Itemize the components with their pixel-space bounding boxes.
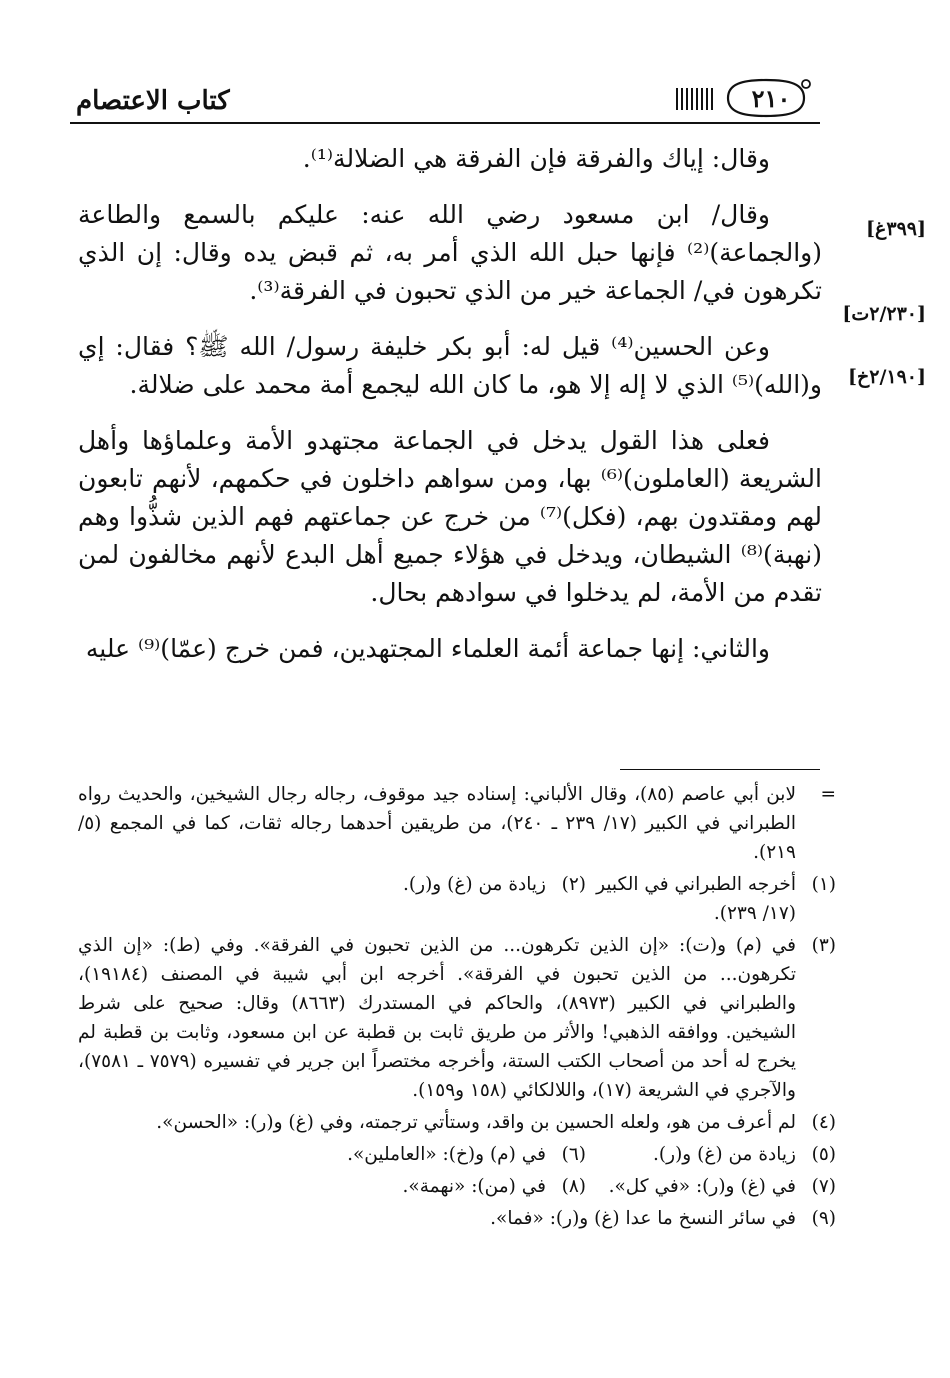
paragraph: وعن الحسين⁽⁴⁾ قيل له: أبو بكر خليفة رسول/ الله ﷺ؟ فقال: إي و(الله)⁽⁵⁾ الذي لا إله إلا هو، ما كان الله ليجمع أمة محمد على ضلالة. [78, 332, 822, 399]
header-ornament [676, 88, 716, 110]
footnote-mark: (٩) [811, 1208, 836, 1229]
footnote-text: في (م) و(ت): «إن الذين تكرهون... من الذين تحبون في الفرقة». وفي (ط): «إن الذي تكرهون... من الذين تحبون في الفرقة». أخرجه ابن أبي شيبة في المصنف (١٩١٨٤)، والطبراني في الكبير (٨٩٧٣)، والحاكم في المستدرك (٨٦٦٣) وقال: صحيح على شرط الشيخين. ووافقه الذهبي! والأثر من طريق ثابت بن قطبة عن ابن مسعود، وثابت بن قطبة لم يخرج له أحد من أصحاب الكتب الستة، وأخرجه مختصراً ابن جرير في تفسيره (٧٥٧٩ ـ ٧٥٨١)، والآجري في الشريعة (١٧)، واللالكائي (١٥٨ و١٥٩). [78, 935, 797, 1101]
footnote [586, 870, 836, 928]
footnote-mark: (٤) [811, 1112, 836, 1133]
footnote-mark: (٥) [811, 1144, 836, 1165]
footnote-mark: (٦) [561, 1144, 586, 1165]
footnote-text: أخرجه الطبراني في الكبير (١٧/ ٢٣٩). [596, 874, 796, 924]
footnote-text: في (غ) و(ر): «في كل». [608, 1176, 796, 1197]
footnote-mark: (١) [811, 874, 836, 895]
footnote [403, 870, 586, 928]
footnote [78, 1204, 836, 1233]
footnotes [78, 780, 836, 1236]
footnote-text: زيادة من (غ) و(ر). [403, 874, 546, 895]
footnote-continuation [78, 780, 836, 867]
footnote-row [78, 1172, 836, 1201]
paragraph: وقال: إياك والفرقة فإن الفرقة هي الضلالة⁽¹⁾. [302, 144, 770, 173]
footnote-text: في (م) و(خ): «العاملين». [347, 1144, 546, 1165]
footnote [586, 1172, 836, 1201]
footnote-row [78, 870, 836, 928]
page-number-badge [718, 76, 814, 120]
paragraph: والثاني: إنها جماعة أئمة العلماء المجتهدين، فمن خرج (عمّا)⁽⁹⁾ عليه [85, 634, 770, 663]
footnote-text: في سائر النسخ ما عدا (غ) و(ر): «فما». [490, 1208, 796, 1229]
footnote-separator [620, 769, 820, 770]
footnote-row [78, 1140, 836, 1169]
book-title: كتاب الاعتصام [76, 86, 230, 116]
main-text [78, 140, 822, 686]
page-header [70, 70, 820, 130]
paragraph: فعلى هذا القول يدخل في الجماعة مجتهدو الأمة وعلماؤها وأهل الشريعة (العاملون)⁽⁶⁾ بها، ومن سواهم داخلون في حكمهم، لأنهم تابعون لهم ومقتدون بهم، (فكل)⁽⁷⁾ من خرج عن جماعتهم فهم الذين شذُّوا وهم (نهبة)⁽⁸⁾ الشيطان، ويدخل في هؤلاء جميع أهل البدع لأنهم مخالفون لمن تقدم من الأمة، لم يدخلوا في سوادهم بحال. [78, 426, 822, 607]
paragraph: وقال/ ابن مسعود رضي الله عنه: عليكم بالسمع والطاعة (والجماعة)⁽²⁾ فإنها حبل الله الذي أمر به، ثم قبض يده وقال: إن الذي تكرهون في/ الجماعة خير من الذي تحبون في الفرقة⁽³⁾. [78, 200, 822, 305]
footnote-mark: (٣) [811, 935, 836, 956]
margin-note: [٢/٢٣٠ت] [842, 303, 926, 325]
footnote-mark: (٧) [811, 1176, 836, 1197]
footnote-text: زيادة من (غ) و(ر). [653, 1144, 796, 1165]
footnote-mark: = [820, 784, 836, 805]
footnote-text: لابن أبي عاصم (٨٥)، وقال الألباني: إسناده جيد موقوف، رجاله رجال الشيخين، والحديث رواه الطبراني في الكبير (١٧/ ٢٣٩ ـ ٢٤٠)، من طريقين أحدهما رجاله ثقات، كما في المجمع (٥/ ٢١٩). [78, 784, 796, 863]
margin-note: [٣٩٩غ] [866, 218, 926, 240]
margin-note: [٢/١٩٠خ] [847, 366, 926, 388]
footnote-mark: (٨) [561, 1176, 586, 1197]
page-number: ٢١٠ [751, 84, 791, 113]
footnote [403, 1172, 587, 1201]
footnote [78, 1108, 836, 1137]
footnote-text: لم أعرف من هو، ولعله الحسين بن واقد، وستأتي ترجمته، وفي (غ) و(ر): «الحسن». [156, 1112, 796, 1133]
footnote [586, 1140, 836, 1169]
header-rule [70, 122, 820, 124]
footnote [78, 931, 836, 1105]
footnote-mark: (٢) [561, 874, 586, 895]
footnote [347, 1140, 586, 1169]
footnote-text: في (من): «نهمة». [402, 1176, 546, 1197]
